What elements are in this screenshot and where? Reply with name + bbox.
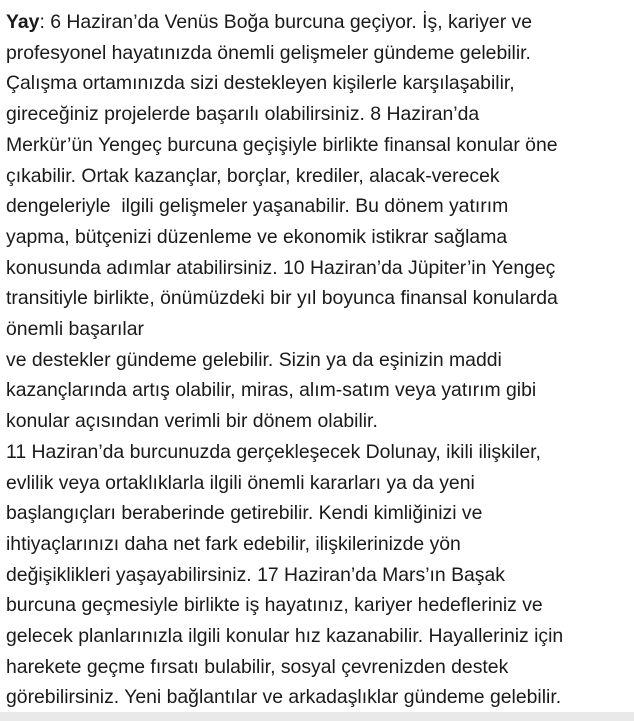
article-line-16: evlilik veya ortaklıklarla ilgili önemli kararları ya da yeni xyxy=(6,471,475,494)
article-line-15: 11 Haziran’da burcunuzda gerçekleşecek Dolunay, ikili ilişkiler, xyxy=(6,440,541,463)
article-line-2: profesyonel hayatınızda önemli gelişmeler gündeme gelebilir. xyxy=(6,41,531,64)
article-line-4: gireceğiniz projelerde başarılı olabilirsiniz. 8 Haziran’da xyxy=(6,103,480,126)
article-line-5: Merkür’ün Yengeç burcuna geçişiyle birlikte finansal konular öne xyxy=(6,133,558,156)
article-line-18: ihtiyaçlarınızı daha net fark edebilir, ilişkilerinizde yön xyxy=(6,532,461,555)
article-line-9: konusunda adımlar atabilirsiniz. 10 Haziran’da Jüpiter’in Yengeç xyxy=(6,256,556,279)
article-line-14: konular açısından verimli bir dönem olabilir. xyxy=(6,410,378,433)
article-line-7: dengeleriyle ilgili gelişmeler yaşanabilir. Bu dönem yatırım xyxy=(6,195,509,218)
article-line-11: önemli başarılar xyxy=(6,318,144,341)
article-line-21: gelecek planlarınızla ilgili konular hız kazanabilir. Hayalleriniz için xyxy=(6,625,564,648)
article-line-13: kazançlarında artış olabilir, miras, alım-satım veya yatırım gibi xyxy=(6,379,537,402)
bottom-divider-bar xyxy=(0,712,634,721)
article-line-23: görebilirsiniz. Yeni bağlantılar ve arkadaşlıklar gündeme gelebilir. xyxy=(6,686,562,709)
horoscope-article xyxy=(6,7,630,713)
article-line-1-text: : 6 Haziran’da Venüs Boğa burcuna geçiyor. İş, kariyer ve xyxy=(39,11,533,33)
sign-label: Yay xyxy=(6,11,40,33)
article-line-3: Çalışma ortamınızda sizi destekleyen kişilerle karşılaşabilir, xyxy=(6,72,515,95)
article-line-8: yapma, bütçenizi düzenleme ve ekonomik istikrar sağlama xyxy=(6,225,508,248)
article-line-6: çıkabilir. Ortak kazançlar, borçlar, krediler, alacak-verecek xyxy=(6,164,500,187)
article-line-1 xyxy=(6,7,630,38)
article-line-19: değişiklikleri yaşayabilirsiniz. 17 Haziran’da Mars’ın Başak xyxy=(6,563,505,586)
article-line-12: ve destekler gündeme gelebilir. Sizin ya da eşinizin maddi xyxy=(6,348,502,371)
article-line-22: harekete geçme fırsatı bulabilir, sosyal çevrenizden destek xyxy=(6,655,509,678)
article-line-20: burcuna geçmesiyle birlikte iş hayatınız, kariyer hedefleriniz ve xyxy=(6,594,543,617)
article-line-10: transitiyle birlikte, önümüzdeki bir yıl boyunca finansal konularda xyxy=(6,287,558,310)
article-line-17: başlangıçları beraberinde getirebilir. Kendi kimliğinizi ve xyxy=(6,502,483,525)
